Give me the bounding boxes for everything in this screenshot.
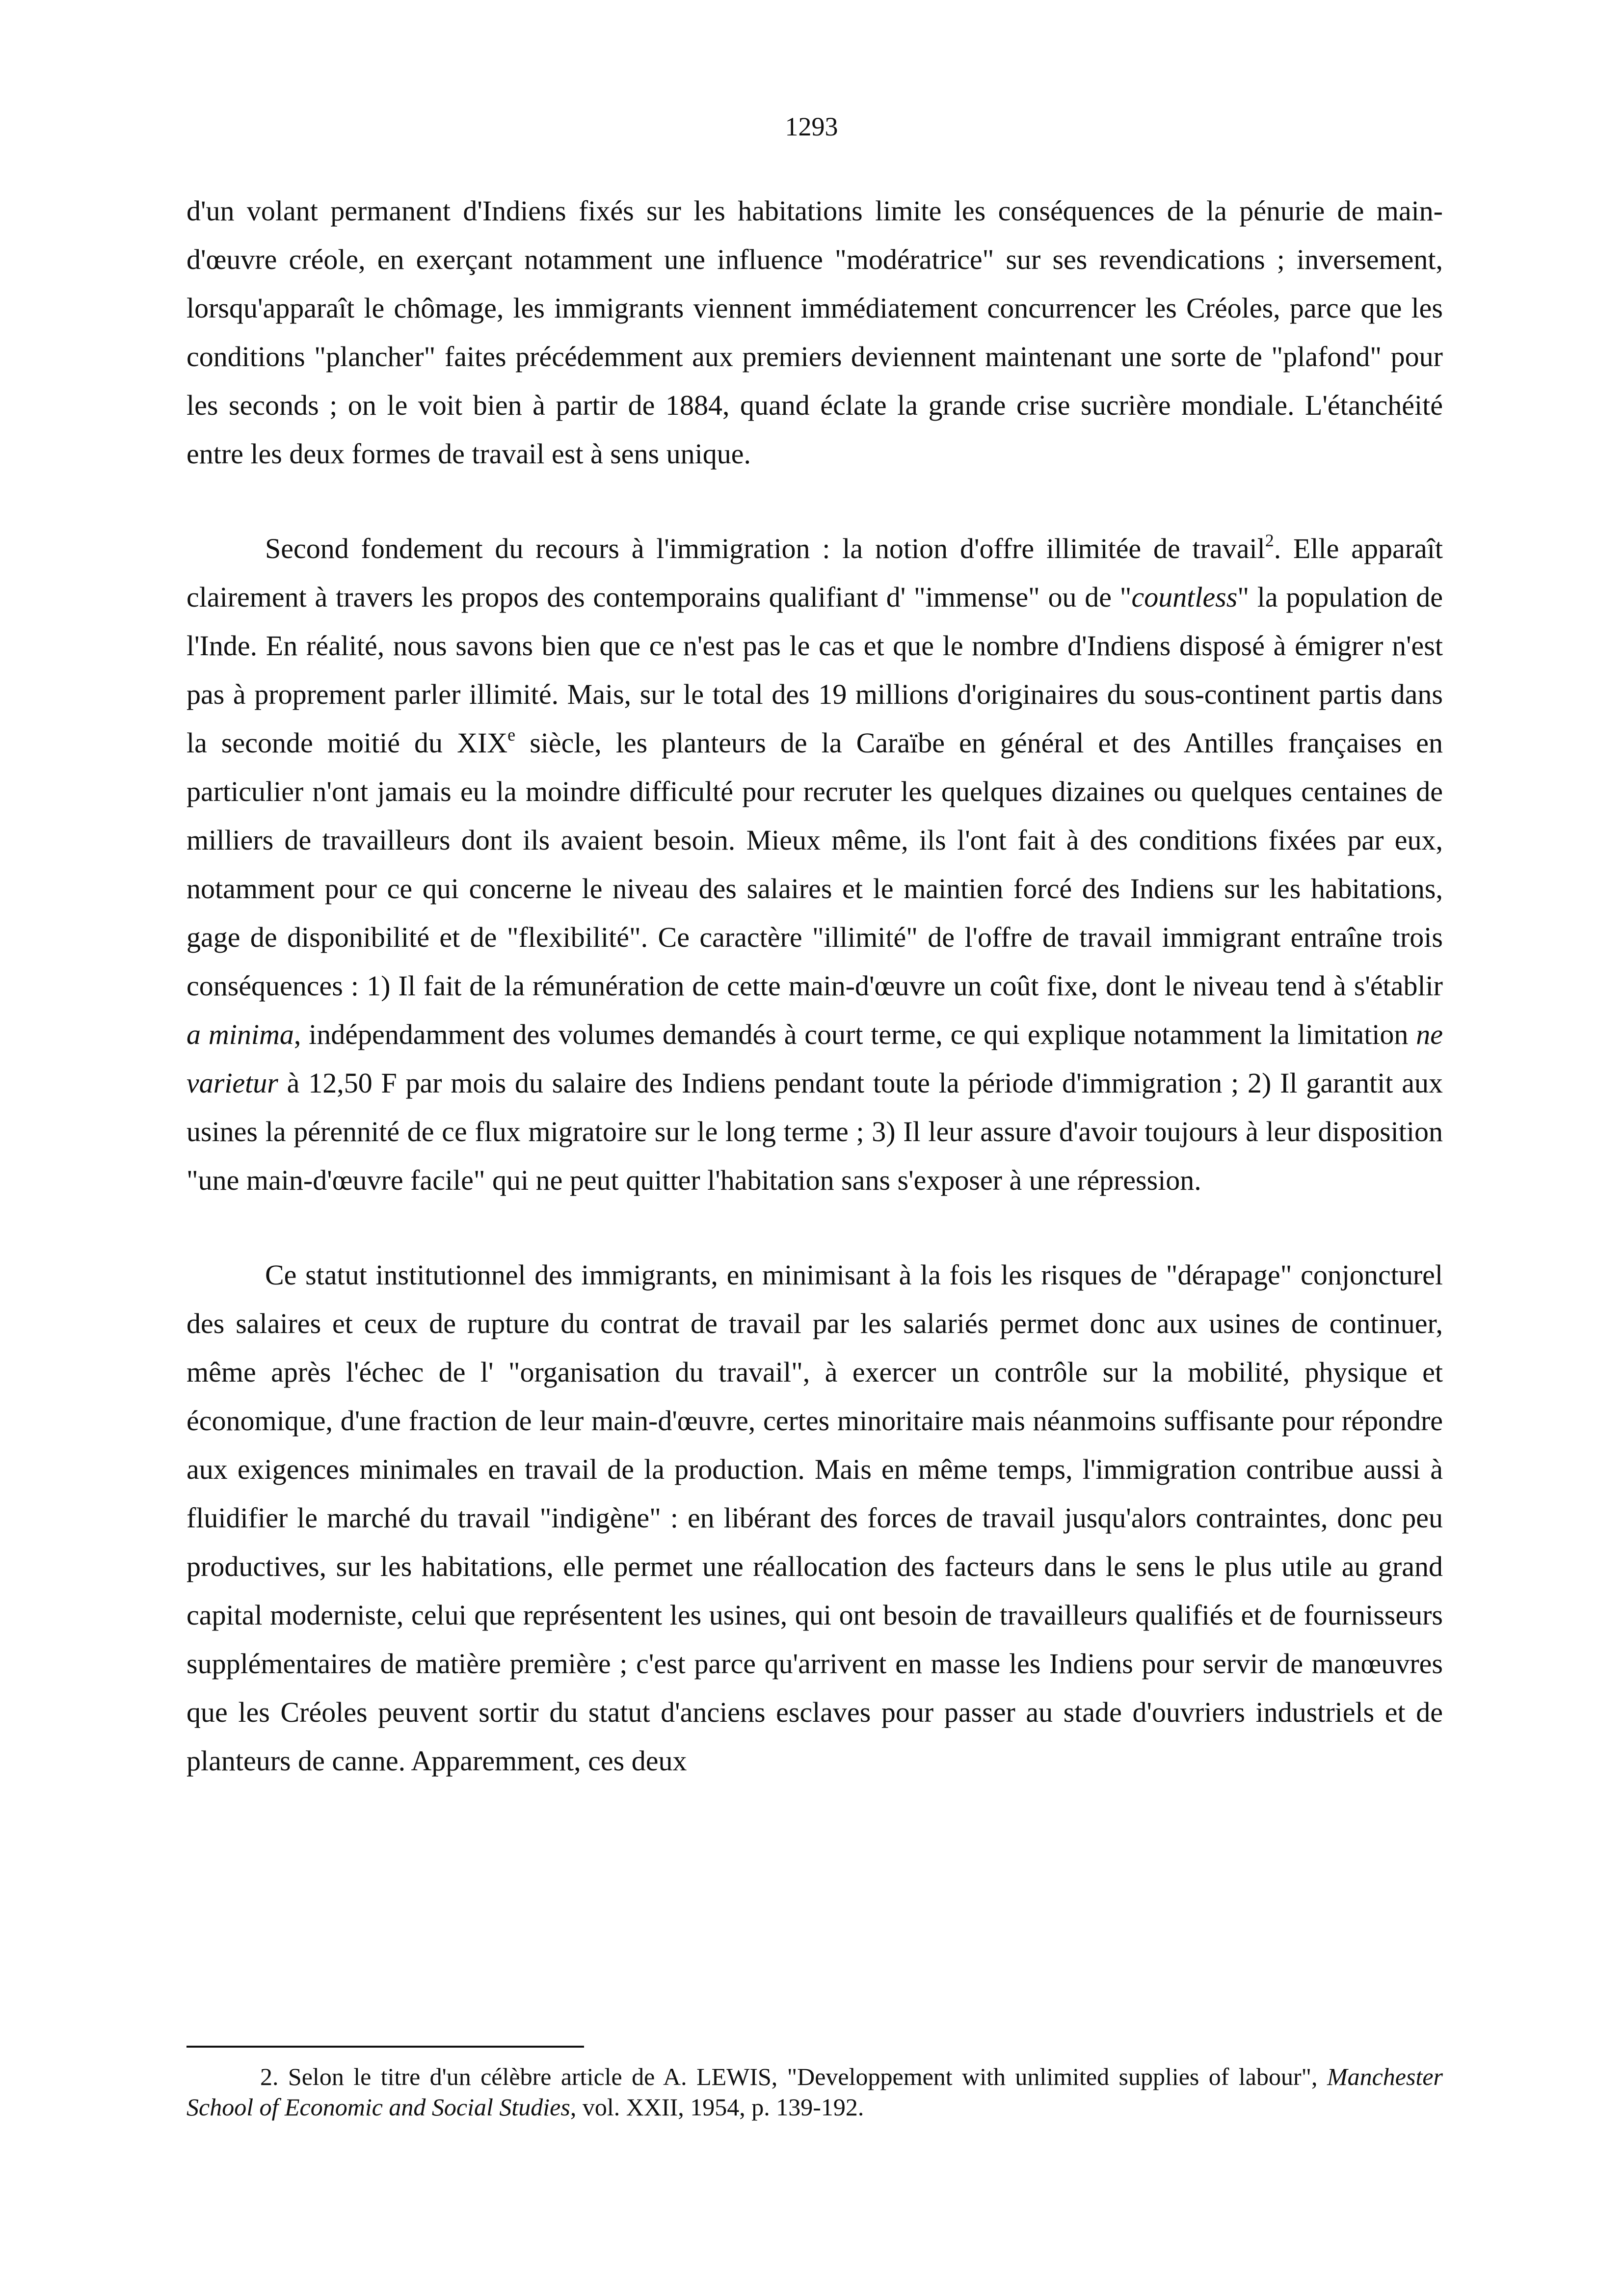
- paragraph-2-text: " la population de l'Inde. En réalité, nous savons bien que ce n'est pas le cas et que le nombre d'Indiens disposé à émigrer n'est pas à proprement parler illimité. Mais, sur le total des 19 millions d'originaires du sous-continent partis dans la seconde moitié du XIX: [186, 581, 1443, 759]
- century-superscript: e: [507, 725, 516, 745]
- paragraph-2-text: . Elle apparaît clairement à travers les propos des contemporains qualifiant d' "immense" ou de ": [186, 533, 1443, 613]
- journal-title: Manchester School of Economic and Social Studies: [186, 2063, 1443, 2121]
- footnote-reference: 2: [1265, 531, 1274, 550]
- paragraph-2: [186, 524, 1443, 1204]
- body-text: [186, 187, 1443, 1785]
- paragraph-2-text: à 12,50 F par mois du salaire des Indiens pendant toute la période d'immigration ; 2) Il garantit aux usines la pérennité de ce flux migratoire sur le long terme ; 3) Il leur assure d'avoir toujours à leur disposition "une main-d'œuvre facile" qui ne peut quitter l'habitation sans s'exposer à une répression.: [186, 1067, 1443, 1196]
- italic-term: a minima: [186, 1018, 294, 1050]
- footnote-text: , vol. XXII, 1954, p. 139-192.: [570, 2093, 864, 2121]
- footnote-divider: [186, 2046, 584, 2048]
- paragraph-2-text: , indépendamment des volumes demandés à court terme, ce qui explique notamment la limitation: [293, 1018, 1416, 1050]
- paragraph-3: Ce statut institutionnel des immigrants, en minimisant à la fois les risques de "dérapage" conjoncturel des salaires et ceux de rupture du contrat de travail par les salariés permet donc aux usines de continuer, même après l'échec de l' "organisation du travail", à exercer un contrôle sur la mobilité, physique et économique, d'une fraction de leur main-d'œuvre, certes minoritaire mais néanmoins suffisante pour répondre aux exigences minimales en travail de la production. Mais en même temps, l'immigration contribue aussi à fluidifier le marché du travail "indigène" : en libérant des forces de travail jusqu'alors contraintes, donc peu productives, sur les habitations, elle permet une réallocation des facteurs dans le sens le plus utile au grand capital moderniste, celui que représentent les usines, qui ont besoin de travailleurs qualifiés et de fournisseurs supplémentaires de matière première ; c'est parce qu'arrivent en masse les Indiens pour servir de manœuvres que les Créoles peuvent sortir du statut d'anciens esclaves pour passer au stade d'ouvriers industriels et de planteurs de canne. Apparemment, ces deux: [186, 1259, 1443, 1777]
- paragraph-2-text: Second fondement du recours à l'immigration : la notion d'offre illimitée de travail: [265, 533, 1265, 564]
- footnote: [186, 2061, 1443, 2122]
- paragraph-1: d'un volant permanent d'Indiens fixés sur les habitations limite les conséquences de la pénurie de main-d'œuvre créole, en exerçant notamment une influence "modératrice" sur ses revendications ; inversement, lorsqu'apparaît le chômage, les immigrants viennent immédiatement concurrencer les Créoles, parce que les conditions "plancher" faites précédemment aux premiers deviennent maintenant une sorte de "plafond" pour les seconds ; on le voit bien à partir de 1884, quand éclate la grande crise sucrière mondiale. L'étanchéité entre les deux formes de travail est à sens unique.: [186, 195, 1443, 470]
- page-number: 1293: [785, 112, 838, 141]
- footnote-text: 2. Selon le titre d'un célèbre article de A. LEWIS, "Developpement with unlimited supplies of labour",: [260, 2063, 1327, 2090]
- italic-term: countless: [1131, 581, 1238, 613]
- italic-term: ne varietur: [186, 1018, 1443, 1099]
- paragraph-2-text: siècle, les planteurs de la Caraïbe en général et des Antilles françaises en particulier n'ont jamais eu la moindre difficulté pour recruter les quelques dizaines ou quelques centaines de milliers de travailleurs dont ils avaient besoin. Mieux même, ils l'ont fait à des conditions fixées par eux, notamment pour ce qui concerne le niveau des salaires et le maintien forcé des Indiens sur les habitations, gage de disponibilité et de "flexibilité". Ce caractère "illimité" de l'offre de travail immigrant entraîne trois conséquences : 1) Il fait de la rémunération de cette main-d'œuvre un coût fixe, dont le niveau tend à s'établir: [186, 727, 1443, 1002]
